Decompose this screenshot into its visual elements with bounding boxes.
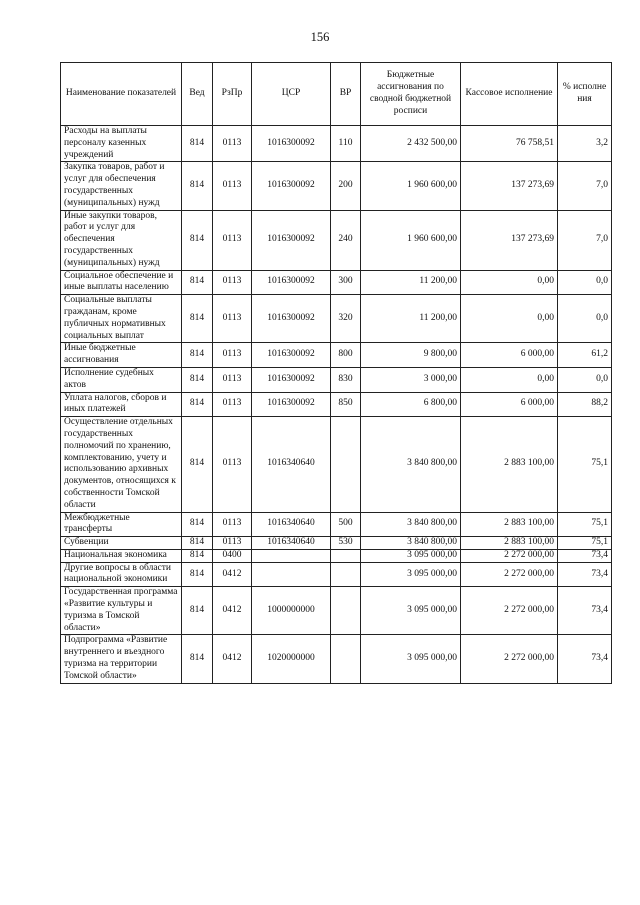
cell-cash-execution: 2 272 000,00 bbox=[461, 587, 558, 635]
cell-name: Государственная программа «Развитие культуры и туризма в Томской области» bbox=[61, 587, 182, 635]
cell-rzpr: 0113 bbox=[213, 295, 252, 343]
cell-vr bbox=[331, 635, 361, 683]
cell-rzpr: 0412 bbox=[213, 562, 252, 587]
cell-ved: 814 bbox=[182, 392, 213, 417]
cell-ved: 814 bbox=[182, 562, 213, 587]
cell-csr bbox=[252, 549, 331, 562]
table-row bbox=[61, 392, 612, 417]
cell-rzpr: 0113 bbox=[213, 162, 252, 210]
cell-cash-execution: 2 272 000,00 bbox=[461, 549, 558, 562]
table-row bbox=[61, 343, 612, 368]
table-row bbox=[61, 126, 612, 162]
cell-rzpr: 0113 bbox=[213, 512, 252, 537]
cell-ved: 814 bbox=[182, 537, 213, 550]
cell-vr: 110 bbox=[331, 126, 361, 162]
cell-assignments: 9 800,00 bbox=[361, 343, 461, 368]
cell-ved: 814 bbox=[182, 635, 213, 683]
cell-cash-execution: 137 273,69 bbox=[461, 210, 558, 270]
cell-csr: 1016300092 bbox=[252, 210, 331, 270]
cell-name: Закупка товаров, работ и услуг для обеспечения государственных (муниципальных) нужд bbox=[61, 162, 182, 210]
cell-ved: 814 bbox=[182, 549, 213, 562]
col-header-assignments: Бюджетные ассигнования по сводной бюджетной росписи bbox=[361, 63, 461, 126]
cell-percent: 7,0 bbox=[558, 162, 612, 210]
cell-csr: 1016300092 bbox=[252, 392, 331, 417]
cell-name: Иные закупки товаров, работ и услуг для обеспечения государственных (муниципальных) нужд bbox=[61, 210, 182, 270]
cell-rzpr: 0113 bbox=[213, 367, 252, 392]
cell-percent: 7,0 bbox=[558, 210, 612, 270]
cell-rzpr: 0113 bbox=[213, 343, 252, 368]
cell-percent: 3,2 bbox=[558, 126, 612, 162]
cell-vr: 800 bbox=[331, 343, 361, 368]
col-header-csr: ЦСР bbox=[252, 63, 331, 126]
cell-ved: 814 bbox=[182, 367, 213, 392]
cell-percent: 73,4 bbox=[558, 549, 612, 562]
col-header-name: Наименование показателей bbox=[61, 63, 182, 126]
cell-name: Межбюджетные трансферты bbox=[61, 512, 182, 537]
cell-csr: 1016340640 bbox=[252, 417, 331, 512]
cell-assignments: 1 960 600,00 bbox=[361, 210, 461, 270]
cell-name: Другие вопросы в области национальной экономики bbox=[61, 562, 182, 587]
cell-csr: 1000000000 bbox=[252, 587, 331, 635]
cell-rzpr: 0412 bbox=[213, 587, 252, 635]
cell-vr: 830 bbox=[331, 367, 361, 392]
cell-cash-execution: 2 272 000,00 bbox=[461, 635, 558, 683]
cell-name: Социальные выплаты гражданам, кроме публичных нормативных социальных выплат bbox=[61, 295, 182, 343]
cell-csr bbox=[252, 562, 331, 587]
cell-csr: 1016300092 bbox=[252, 270, 331, 295]
cell-percent: 0,0 bbox=[558, 367, 612, 392]
cell-rzpr: 0412 bbox=[213, 635, 252, 683]
cell-percent: 75,1 bbox=[558, 512, 612, 537]
cell-vr bbox=[331, 562, 361, 587]
table-row bbox=[61, 295, 612, 343]
cell-vr: 240 bbox=[331, 210, 361, 270]
col-header-rzpr: РзПр bbox=[213, 63, 252, 126]
cell-rzpr: 0113 bbox=[213, 392, 252, 417]
cell-name: Иные бюджетные ассигнования bbox=[61, 343, 182, 368]
cell-cash-execution: 0,00 bbox=[461, 367, 558, 392]
cell-assignments: 1 960 600,00 bbox=[361, 162, 461, 210]
cell-name: Социальное обеспечение и иные выплаты населению bbox=[61, 270, 182, 295]
cell-assignments: 3 095 000,00 bbox=[361, 549, 461, 562]
cell-assignments: 6 800,00 bbox=[361, 392, 461, 417]
table-row bbox=[61, 635, 612, 683]
cell-vr: 320 bbox=[331, 295, 361, 343]
cell-cash-execution: 6 000,00 bbox=[461, 392, 558, 417]
col-header-cash-execution: Кассовое исполнение bbox=[461, 63, 558, 126]
cell-csr: 1016300092 bbox=[252, 126, 331, 162]
cell-name: Уплата налогов, сборов и иных платежей bbox=[61, 392, 182, 417]
cell-vr: 530 bbox=[331, 537, 361, 550]
cell-csr: 1016340640 bbox=[252, 537, 331, 550]
cell-ved: 814 bbox=[182, 587, 213, 635]
cell-rzpr: 0113 bbox=[213, 537, 252, 550]
cell-assignments: 3 840 800,00 bbox=[361, 537, 461, 550]
cell-cash-execution: 76 758,51 bbox=[461, 126, 558, 162]
cell-ved: 814 bbox=[182, 417, 213, 512]
cell-name: Субвенции bbox=[61, 537, 182, 550]
cell-cash-execution: 2 883 100,00 bbox=[461, 512, 558, 537]
table-row bbox=[61, 512, 612, 537]
page-number: 156 bbox=[310, 30, 330, 44]
cell-ved: 814 bbox=[182, 295, 213, 343]
cell-vr bbox=[331, 549, 361, 562]
cell-vr: 500 bbox=[331, 512, 361, 537]
cell-vr: 300 bbox=[331, 270, 361, 295]
table-row bbox=[61, 537, 612, 550]
cell-rzpr: 0113 bbox=[213, 210, 252, 270]
cell-cash-execution: 6 000,00 bbox=[461, 343, 558, 368]
cell-csr: 1020000000 bbox=[252, 635, 331, 683]
cell-assignments: 3 000,00 bbox=[361, 367, 461, 392]
cell-rzpr: 0113 bbox=[213, 270, 252, 295]
cell-csr: 1016300092 bbox=[252, 162, 331, 210]
cell-cash-execution: 2 883 100,00 bbox=[461, 537, 558, 550]
cell-percent: 88,2 bbox=[558, 392, 612, 417]
cell-assignments: 2 432 500,00 bbox=[361, 126, 461, 162]
table-row bbox=[61, 270, 612, 295]
col-header-vr: ВР bbox=[331, 63, 361, 126]
table-row bbox=[61, 417, 612, 512]
table-row bbox=[61, 587, 612, 635]
cell-csr: 1016340640 bbox=[252, 512, 331, 537]
cell-vr bbox=[331, 587, 361, 635]
cell-assignments: 3 840 800,00 bbox=[361, 417, 461, 512]
cell-assignments: 11 200,00 bbox=[361, 295, 461, 343]
cell-assignments: 3 095 000,00 bbox=[361, 562, 461, 587]
cell-name: Исполнение судебных актов bbox=[61, 367, 182, 392]
cell-cash-execution: 0,00 bbox=[461, 295, 558, 343]
cell-name: Расходы на выплаты персоналу казенных учреждений bbox=[61, 126, 182, 162]
cell-ved: 814 bbox=[182, 126, 213, 162]
table-row bbox=[61, 210, 612, 270]
table-row bbox=[61, 562, 612, 587]
cell-rzpr: 0113 bbox=[213, 126, 252, 162]
cell-vr: 200 bbox=[331, 162, 361, 210]
col-header-ved: Вед bbox=[182, 63, 213, 126]
cell-vr bbox=[331, 417, 361, 512]
budget-execution-table bbox=[60, 62, 612, 684]
cell-assignments: 3 095 000,00 bbox=[361, 587, 461, 635]
table-row bbox=[61, 549, 612, 562]
table-row bbox=[61, 162, 612, 210]
cell-percent: 0,0 bbox=[558, 270, 612, 295]
cell-name: Осуществление отдельных государственных полномочий по хранению, комплектованию, учету и использованию архивных документов, относящихся к собственности Томской области bbox=[61, 417, 182, 512]
cell-vr: 850 bbox=[331, 392, 361, 417]
cell-name: Подпрограмма «Развитие внутреннего и въездного туризма на территории Томской области» bbox=[61, 635, 182, 683]
cell-cash-execution: 0,00 bbox=[461, 270, 558, 295]
cell-percent: 75,1 bbox=[558, 417, 612, 512]
cell-ved: 814 bbox=[182, 512, 213, 537]
cell-percent: 73,4 bbox=[558, 562, 612, 587]
cell-cash-execution: 2 883 100,00 bbox=[461, 417, 558, 512]
cell-rzpr: 0113 bbox=[213, 417, 252, 512]
cell-percent: 73,4 bbox=[558, 635, 612, 683]
cell-percent: 0,0 bbox=[558, 295, 612, 343]
cell-ved: 814 bbox=[182, 343, 213, 368]
cell-ved: 814 bbox=[182, 162, 213, 210]
cell-assignments: 3 095 000,00 bbox=[361, 635, 461, 683]
table-header-row bbox=[61, 63, 612, 126]
cell-cash-execution: 137 273,69 bbox=[461, 162, 558, 210]
cell-rzpr: 0400 bbox=[213, 549, 252, 562]
cell-percent: 73,4 bbox=[558, 587, 612, 635]
cell-csr: 1016300092 bbox=[252, 367, 331, 392]
cell-name: Национальная экономика bbox=[61, 549, 182, 562]
table-row bbox=[61, 367, 612, 392]
cell-assignments: 11 200,00 bbox=[361, 270, 461, 295]
cell-percent: 61,2 bbox=[558, 343, 612, 368]
cell-ved: 814 bbox=[182, 210, 213, 270]
cell-csr: 1016300092 bbox=[252, 295, 331, 343]
cell-csr: 1016300092 bbox=[252, 343, 331, 368]
cell-cash-execution: 2 272 000,00 bbox=[461, 562, 558, 587]
col-header-percent: % исполне ния bbox=[558, 63, 612, 126]
cell-percent: 75,1 bbox=[558, 537, 612, 550]
cell-assignments: 3 840 800,00 bbox=[361, 512, 461, 537]
cell-ved: 814 bbox=[182, 270, 213, 295]
